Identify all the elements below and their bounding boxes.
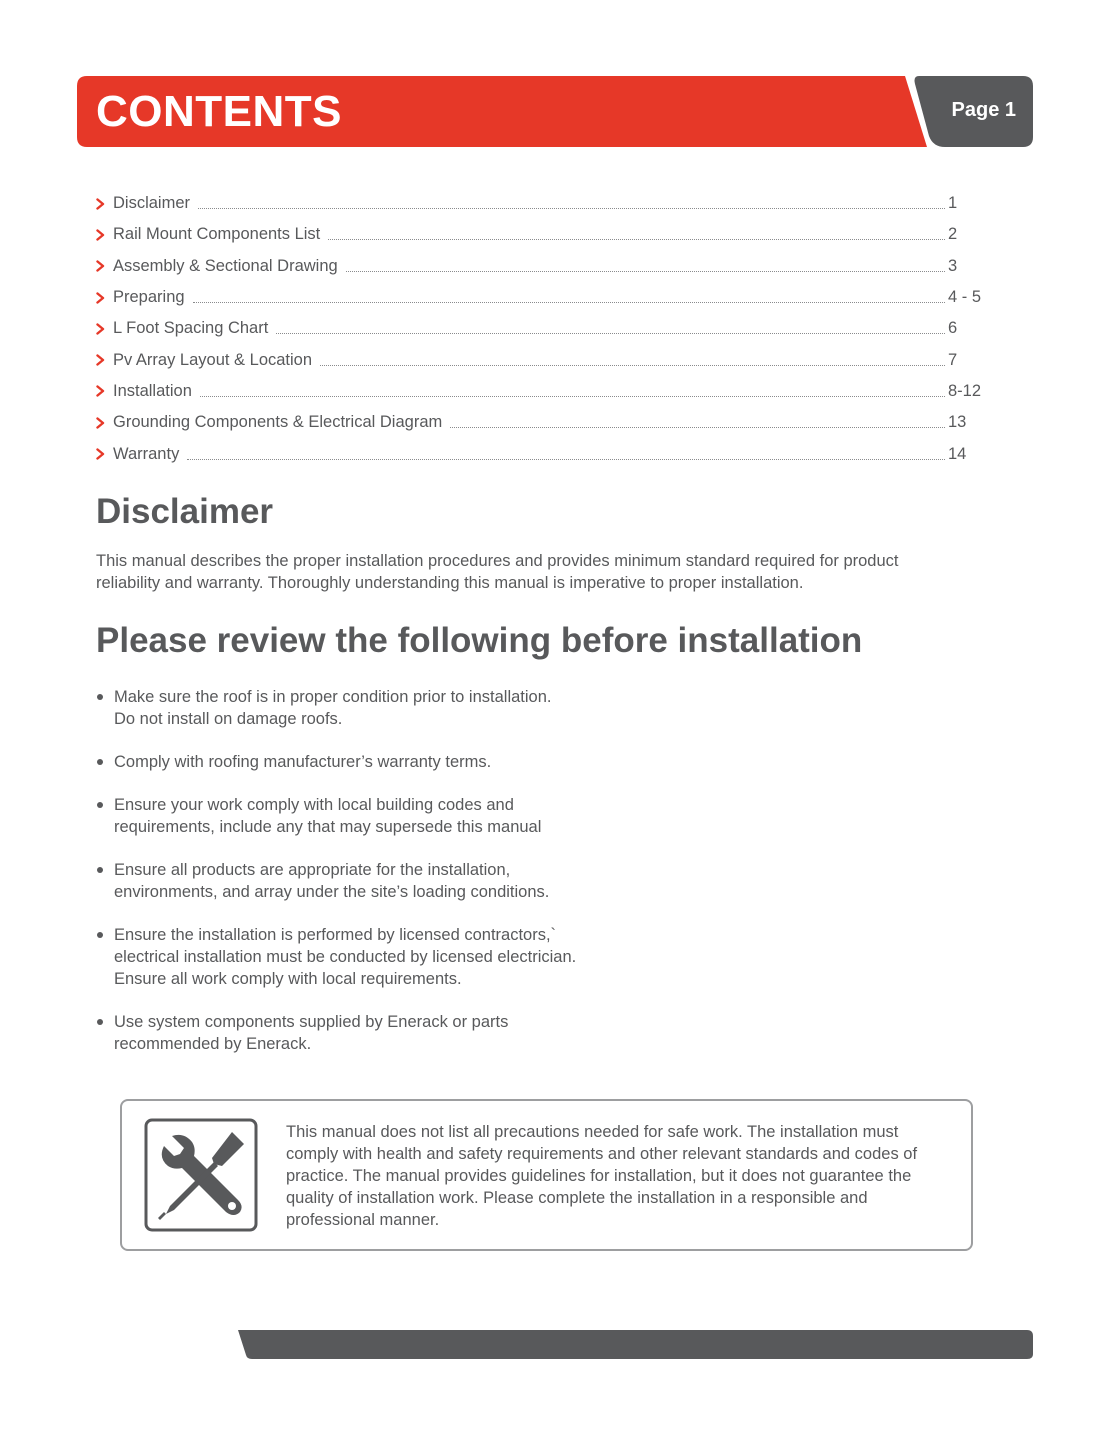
toc-item-page: 14 (948, 444, 967, 463)
toc-item-label: Rail Mount Components List (113, 225, 321, 244)
toc-item[interactable] (96, 407, 980, 438)
toc-item-label: Assembly & Sectional Drawing (113, 256, 338, 275)
chevron-right-icon (96, 417, 113, 429)
toc-item-label: Preparing (113, 288, 185, 307)
review-item-line: Ensure all work comply with local requirements. (114, 970, 462, 988)
disclaimer-text (96, 550, 976, 594)
review-item-line: electrical installation must be conducted by licensed electrician. (114, 948, 577, 966)
review-item-line: Make sure the roof is in proper condition prior to installation. (114, 688, 552, 706)
review-item-line: Ensure all products are appropriate for the installation, (114, 861, 511, 879)
chevron-right-icon (96, 292, 113, 304)
review-list-item (96, 859, 696, 903)
review-list-item (96, 751, 696, 773)
toc-item-page: 4 - 5 (948, 288, 982, 307)
review-item-line: Comply with roofing manufacturer’s warranty terms. (114, 753, 492, 771)
page-number-badge: Page 1 (951, 99, 1016, 121)
toc-leader-dots (193, 302, 945, 303)
chevron-right-icon (96, 448, 113, 460)
review-list-item (96, 1011, 696, 1055)
toc-leader-dots (346, 271, 945, 272)
disclaimer-heading: Disclaimer (96, 492, 274, 531)
chevron-right-icon (96, 198, 113, 210)
notice-line: This manual does not list all precautions needed for safe work. The installation must (286, 1123, 899, 1141)
review-item-line: Use system components supplied by Enerack or parts (114, 1013, 509, 1031)
bullet-icon (97, 932, 103, 938)
toc-item-label: L Foot Spacing Chart (113, 319, 269, 338)
toc-item-label: Pv Array Layout & Location (113, 350, 313, 369)
toc-item[interactable] (96, 376, 980, 407)
toc-item-label: Installation (113, 381, 192, 400)
review-item-line: Ensure your work comply with local building codes and (114, 796, 514, 814)
toc-leader-dots (198, 208, 945, 209)
bullet-icon (97, 694, 103, 700)
notice-line: comply with health and safety requirements and other relevant standards and codes of (286, 1145, 918, 1163)
notice-line: quality of installation work. Please complete the installation in a responsible and (286, 1189, 868, 1207)
toc-item-label: Disclaimer (113, 194, 191, 213)
toc-item-page: 13 (948, 413, 967, 432)
toc-item-label: Grounding Components & Electrical Diagram (113, 413, 443, 432)
toc-leader-dots (450, 427, 945, 428)
review-item-line: Do not install on damage roofs. (114, 710, 343, 728)
toc-item[interactable] (96, 344, 980, 375)
bullet-icon (97, 802, 103, 808)
toc-item[interactable] (96, 438, 980, 469)
toc-leader-dots (328, 239, 945, 240)
review-heading: Please review the following before installation (96, 621, 863, 660)
toc-item-page: 1 (948, 194, 958, 213)
disclaimer-line: reliability and warranty. Thoroughly understanding this manual is imperative to proper installation. (96, 574, 804, 592)
toc-item[interactable] (96, 219, 980, 250)
chevron-right-icon (96, 385, 113, 397)
review-list-item (96, 794, 696, 838)
tools-icon (144, 1118, 258, 1232)
chevron-right-icon (96, 323, 113, 335)
chevron-right-icon (96, 260, 113, 272)
toc-item-page: 8-12 (948, 381, 982, 400)
contents-header (77, 76, 1033, 147)
toc-item-page: 7 (948, 350, 958, 369)
toc-item-page: 2 (948, 225, 958, 244)
notice-line: practice. The manual provides guidelines for installation, but it does not guarantee the (286, 1167, 912, 1185)
toc-item-page: 3 (948, 256, 958, 275)
bullet-icon (97, 1019, 103, 1025)
disclaimer-line: This manual describes the proper installation procedures and provides minimum standard required for product (96, 552, 899, 570)
table-of-contents (96, 188, 980, 470)
review-list-item (96, 686, 696, 730)
review-item-line: Ensure the installation is performed by licensed contractors,` (114, 926, 557, 944)
bullet-icon (97, 759, 103, 765)
review-list-item (96, 924, 696, 990)
safety-notice-box (120, 1099, 973, 1251)
toc-leader-dots (187, 459, 945, 460)
toc-item-page: 6 (948, 319, 958, 338)
chevron-right-icon (96, 229, 113, 241)
review-list (96, 686, 696, 1055)
review-item-line: requirements, include any that may supersede this manual (114, 818, 542, 836)
toc-item[interactable] (96, 188, 980, 219)
bullet-icon (97, 867, 103, 873)
review-item-line: recommended by Enerack. (114, 1035, 312, 1053)
notice-line: professional manner. (286, 1211, 440, 1229)
toc-leader-dots (276, 333, 945, 334)
toc-item[interactable] (96, 251, 980, 282)
toc-leader-dots (200, 396, 945, 397)
review-item-line: environments, and array under the site’s loading conditions. (114, 883, 550, 901)
footer-bar (238, 1330, 1033, 1360)
toc-item[interactable] (96, 313, 980, 344)
toc-item[interactable] (96, 282, 980, 313)
chevron-right-icon (96, 354, 113, 366)
header-title: CONTENTS (96, 87, 342, 136)
toc-item-label: Warranty (113, 444, 180, 463)
toc-leader-dots (320, 365, 945, 366)
safety-notice-text (286, 1121, 961, 1231)
